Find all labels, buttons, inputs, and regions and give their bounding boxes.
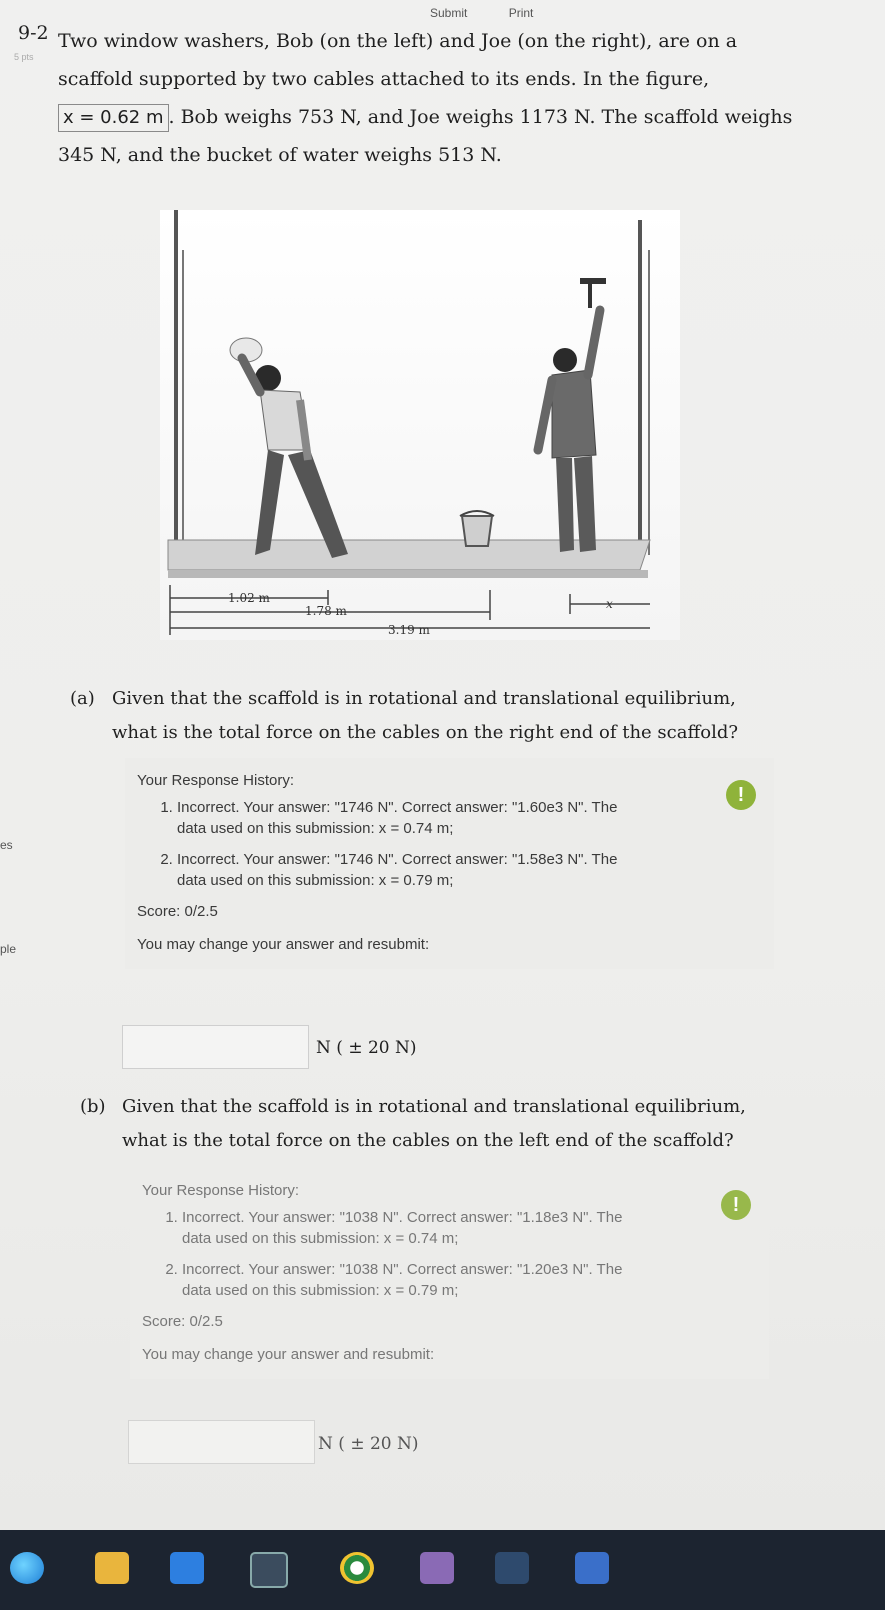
side-fragment: es	[0, 838, 13, 852]
part-a-response-history	[125, 758, 774, 969]
points-label: 5 pts	[14, 52, 34, 62]
edge-icon[interactable]	[10, 1552, 44, 1584]
prompt-line-2: scaffold supported by two cables attached to its ends. In the figure,	[58, 68, 710, 90]
history-item: 1. Incorrect. Your answer: "1746 N". Correct answer: "1.60e3 N". The data used on this submission: x = 0.74 m;	[177, 797, 762, 839]
history-item: 2. Incorrect. Your answer: "1746 N". Correct answer: "1.58e3 N". The data used on this submission: x = 0.79 m;	[177, 849, 762, 891]
history-title: Your Response History:	[142, 1182, 300, 1199]
dim-bucket-label: 1.78 m	[305, 604, 347, 618]
score-text: Score: 0/2.5	[142, 1313, 223, 1330]
prompt-line-1: Two window washers, Bob (on the left) and Joe (on the right), are on a	[58, 30, 738, 52]
prompt-line-4: 345 N, and the bucket of water weighs 513 N.	[58, 144, 502, 166]
x-value-box: x = 0.62 m	[58, 104, 169, 132]
scaffold-plank	[168, 540, 650, 570]
photos-icon[interactable]	[420, 1552, 454, 1584]
part-a-unit: N ( ± 20 N)	[316, 1038, 417, 1058]
history-item: 1. Incorrect. Your answer: "1038 N". Correct answer: "1.18e3 N". The data used on this submission: x = 0.74 m;	[182, 1207, 757, 1249]
top-actions	[430, 6, 571, 20]
question-prompt	[58, 22, 858, 174]
scaffold-figure	[160, 210, 680, 670]
dim-joe-label: 3.19 m	[388, 623, 430, 637]
part-b-response-history	[130, 1168, 769, 1379]
dim-x-label: x	[606, 597, 613, 611]
warning-icon: !	[721, 1190, 751, 1220]
file-explorer-icon[interactable]	[95, 1552, 129, 1584]
score-text: Score: 0/2.5	[137, 903, 218, 920]
left-cable	[174, 210, 178, 550]
settings-icon[interactable]	[495, 1552, 529, 1584]
history-title: Your Response History:	[137, 772, 295, 789]
side-fragment: ple	[0, 942, 17, 956]
word-icon[interactable]	[575, 1552, 609, 1584]
print-button[interactable]: Print	[508, 6, 534, 20]
submit-button[interactable]: Submit	[430, 6, 468, 20]
dim-bob-label: 1.02 m	[228, 591, 270, 605]
right-cable	[638, 220, 642, 555]
taskbar	[0, 1530, 885, 1610]
chrome-icon[interactable]	[340, 1552, 374, 1584]
resubmit-text: You may change your answer and resubmit:	[137, 936, 430, 953]
part-a-question: (a) Given that the scaffold is in rotational and translational equilibrium, what is the total force on the cables on the right end of the scaffold?	[70, 682, 790, 750]
bucket-figure	[460, 511, 494, 546]
part-a-answer-input[interactable]	[122, 1025, 309, 1069]
resubmit-text: You may change your answer and resubmit:	[142, 1346, 435, 1363]
part-b-question: (b) Given that the scaffold is in rotational and translational equilibrium, what is the total force on the cables on the left end of the scaffold?	[80, 1090, 800, 1158]
warning-icon: !	[726, 780, 756, 810]
part-b-answer-input[interactable]	[128, 1420, 315, 1464]
question-number: 9-2	[18, 22, 49, 44]
history-item: 2. Incorrect. Your answer: "1038 N". Correct answer: "1.20e3 N". The data used on this submission: x = 0.79 m;	[182, 1259, 757, 1301]
mail-icon[interactable]	[170, 1552, 204, 1584]
part-a-label: (a)	[70, 688, 95, 709]
part-b-label: (b)	[80, 1096, 106, 1117]
part-b-unit: N ( ± 20 N)	[318, 1434, 419, 1454]
prompt-line-3: x = 0.62 m . Bob weighs 753 N, and Joe weighs 1173 N. The scaffold weighs	[58, 98, 858, 136]
store-icon[interactable]	[250, 1552, 288, 1588]
